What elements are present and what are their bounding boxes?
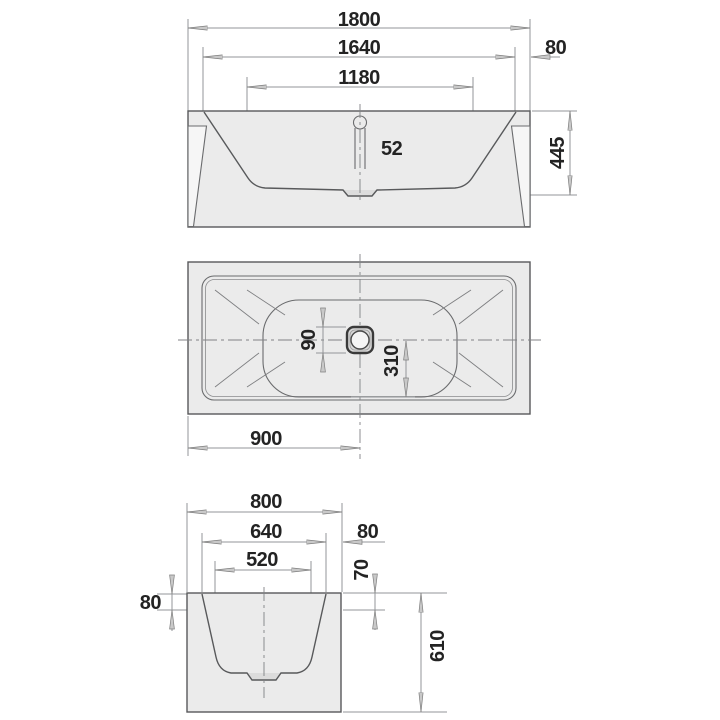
plan-view: [178, 254, 541, 459]
dim-label-610: 610: [427, 630, 449, 662]
side-tub-body: [187, 587, 341, 712]
dim-label-310: 310: [381, 345, 403, 377]
dim-label-900: 900: [250, 428, 282, 450]
dim-label-52: 52: [381, 138, 403, 160]
plan-drain: [347, 327, 373, 353]
dim-label-520: 520: [246, 549, 278, 571]
arrow-80-left-top: [170, 575, 175, 594]
dim-label-90: 90: [298, 329, 320, 351]
dim-label-640: 640: [250, 521, 282, 543]
arrow-70-bottom: [373, 610, 378, 629]
plan-tub-body: [178, 254, 541, 459]
front-tub-body: [188, 104, 530, 227]
dim-label-445: 445: [547, 137, 569, 169]
dim-label-80-top: 80: [545, 37, 567, 59]
dim-label-800: 800: [250, 491, 282, 513]
drain-circle: [351, 331, 369, 349]
dim-label-1800: 1800: [337, 9, 381, 31]
arrow-70-top: [373, 574, 378, 593]
front-view: [188, 9, 577, 227]
dim-label-80-left: 80: [139, 592, 161, 614]
dim-label-1180: 1180: [338, 67, 380, 89]
arrow-80-left-bottom: [170, 610, 175, 629]
side-view: [140, 491, 449, 712]
dim-label-80-right: 80: [357, 521, 379, 543]
dim-label-1640: 1640: [337, 37, 381, 59]
dim-label-70: 70: [351, 559, 373, 581]
